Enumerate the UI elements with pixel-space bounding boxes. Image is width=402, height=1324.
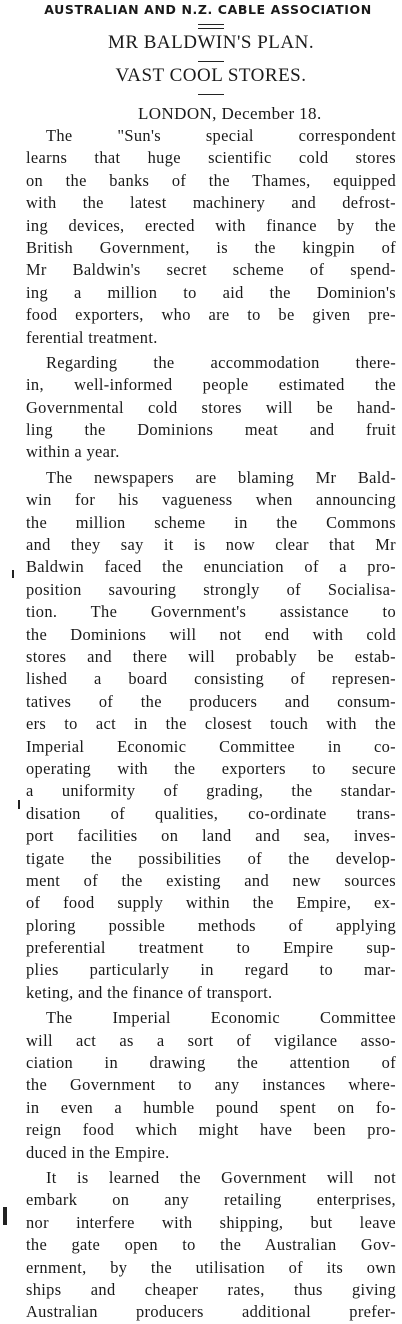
article-line: ploring possible methods of applying <box>26 915 396 935</box>
headline-divider-lower <box>198 94 224 95</box>
article-line: The "Sun's special correspondent <box>46 126 396 145</box>
article-line: and they say it is now clear that Mr <box>26 535 396 555</box>
article-line: the Dominions will not end with cold <box>26 624 396 644</box>
article-line: will act as a sort of vigilance asso- <box>26 1030 396 1050</box>
article-paragraph <box>26 125 396 349</box>
article-line: plies particularly in regard to mar- <box>26 960 396 980</box>
article-line: embark on any retailing enterprises, <box>26 1190 396 1210</box>
article-line: of food supply within the Empire, ex- <box>26 893 396 913</box>
scan-speck <box>18 800 20 809</box>
article-paragraph <box>26 1167 396 1324</box>
article-line: tion. The Government's assistance to <box>26 602 396 622</box>
article-line: lished a board consisting of represen- <box>26 669 396 689</box>
article-line: the Government to any instances where- <box>26 1075 396 1095</box>
article-line: position savouring strongly of Socialisa- <box>26 579 396 599</box>
article-line: in, well-informed people estimated the <box>26 375 396 395</box>
article-line: ling the Dominions meat and fruit <box>26 420 396 440</box>
article-line: stores and there will probably be estab- <box>26 646 396 666</box>
article-line: operating with the exporters to secure <box>26 758 396 778</box>
article-line: duced in the Empire. <box>26 1142 170 1162</box>
article-line: on the banks of the Thames, equipped <box>26 170 396 190</box>
scan-speck <box>3 1207 7 1225</box>
article-paragraph <box>26 1007 396 1164</box>
article-line: Imperial Economic Committee in co- <box>26 736 396 756</box>
agency-credit: AUSTRALIAN AND N.Z. CABLE ASSOCIATION <box>44 2 372 17</box>
article-line: ferential treatment. <box>26 327 158 347</box>
article-line: ciation in drawing the attention of <box>26 1053 396 1073</box>
article-line: the million scheme in the Commons <box>26 512 396 532</box>
article-line: food exporters, who are to be given pre- <box>26 305 396 325</box>
article-body <box>26 125 396 1324</box>
headline-primary: MR BALDWIN'S PLAN. <box>107 32 315 53</box>
article-line: keting, and the finance of transport. <box>26 982 273 1002</box>
headline-divider <box>198 61 224 62</box>
article-line: Mr Baldwin's secret scheme of spend- <box>26 260 396 280</box>
article-line: win for his vagueness when announcing <box>26 490 396 510</box>
article-paragraph <box>26 467 396 1004</box>
article-line: ment of the existing and new sources <box>26 870 396 890</box>
article-line: ing a million to aid the Dominion's <box>26 282 396 302</box>
article-line: in even a humble pound spent on fo- <box>26 1097 396 1117</box>
article-line: nor interfere with shipping, but leave <box>26 1212 396 1232</box>
article-line: ships and cheaper rates, thus giving <box>26 1279 396 1299</box>
headline-rule <box>198 24 224 29</box>
article-line: British Government, is the kingpin of <box>26 237 396 257</box>
article-line: the gate open to the Australian Gov- <box>26 1235 396 1255</box>
article-line: port facilities on land and sea, inves- <box>26 826 396 846</box>
dateline: LONDON, December 18. <box>138 104 322 123</box>
article-paragraph <box>26 352 396 464</box>
article-line: tatives of the producers and consum- <box>26 691 396 711</box>
article-line: Australian producers additional prefer- <box>26 1302 396 1322</box>
article-line: ing devices, erected with finance by the <box>26 215 396 235</box>
article-line: reign food which might have been pro- <box>26 1120 396 1140</box>
article-line: Regarding the accommodation there- <box>46 352 396 372</box>
article-line: Baldwin faced the enunciation of a pro- <box>26 557 396 577</box>
article-line: tigate the possibilities of the develop- <box>26 848 396 868</box>
article-line: within a year. <box>26 442 120 462</box>
headline-secondary: VAST COOL STORES. <box>115 65 307 86</box>
article-line: learns that huge scientific cold stores <box>26 148 396 168</box>
article-line: The newspapers are blaming Mr Bald- <box>46 467 396 487</box>
article-line: The Imperial Economic Committee <box>46 1008 396 1028</box>
article-line: disation of qualities, co-ordinate trans- <box>26 803 396 823</box>
scan-speck <box>12 570 14 578</box>
article-line: It is learned the Government will not <box>46 1167 396 1187</box>
article-line: ernment, by the utilisation of its own <box>26 1257 396 1277</box>
article-line: preferential treatment to Empire sup- <box>26 938 396 958</box>
article-line: with the latest machinery and defrost- <box>26 193 396 213</box>
article-line: Governmental cold stores will be hand- <box>26 397 396 417</box>
article-line: ers to act in the closest touch with the <box>26 714 396 734</box>
article-line: a uniformity of grading, the standar- <box>26 781 396 801</box>
